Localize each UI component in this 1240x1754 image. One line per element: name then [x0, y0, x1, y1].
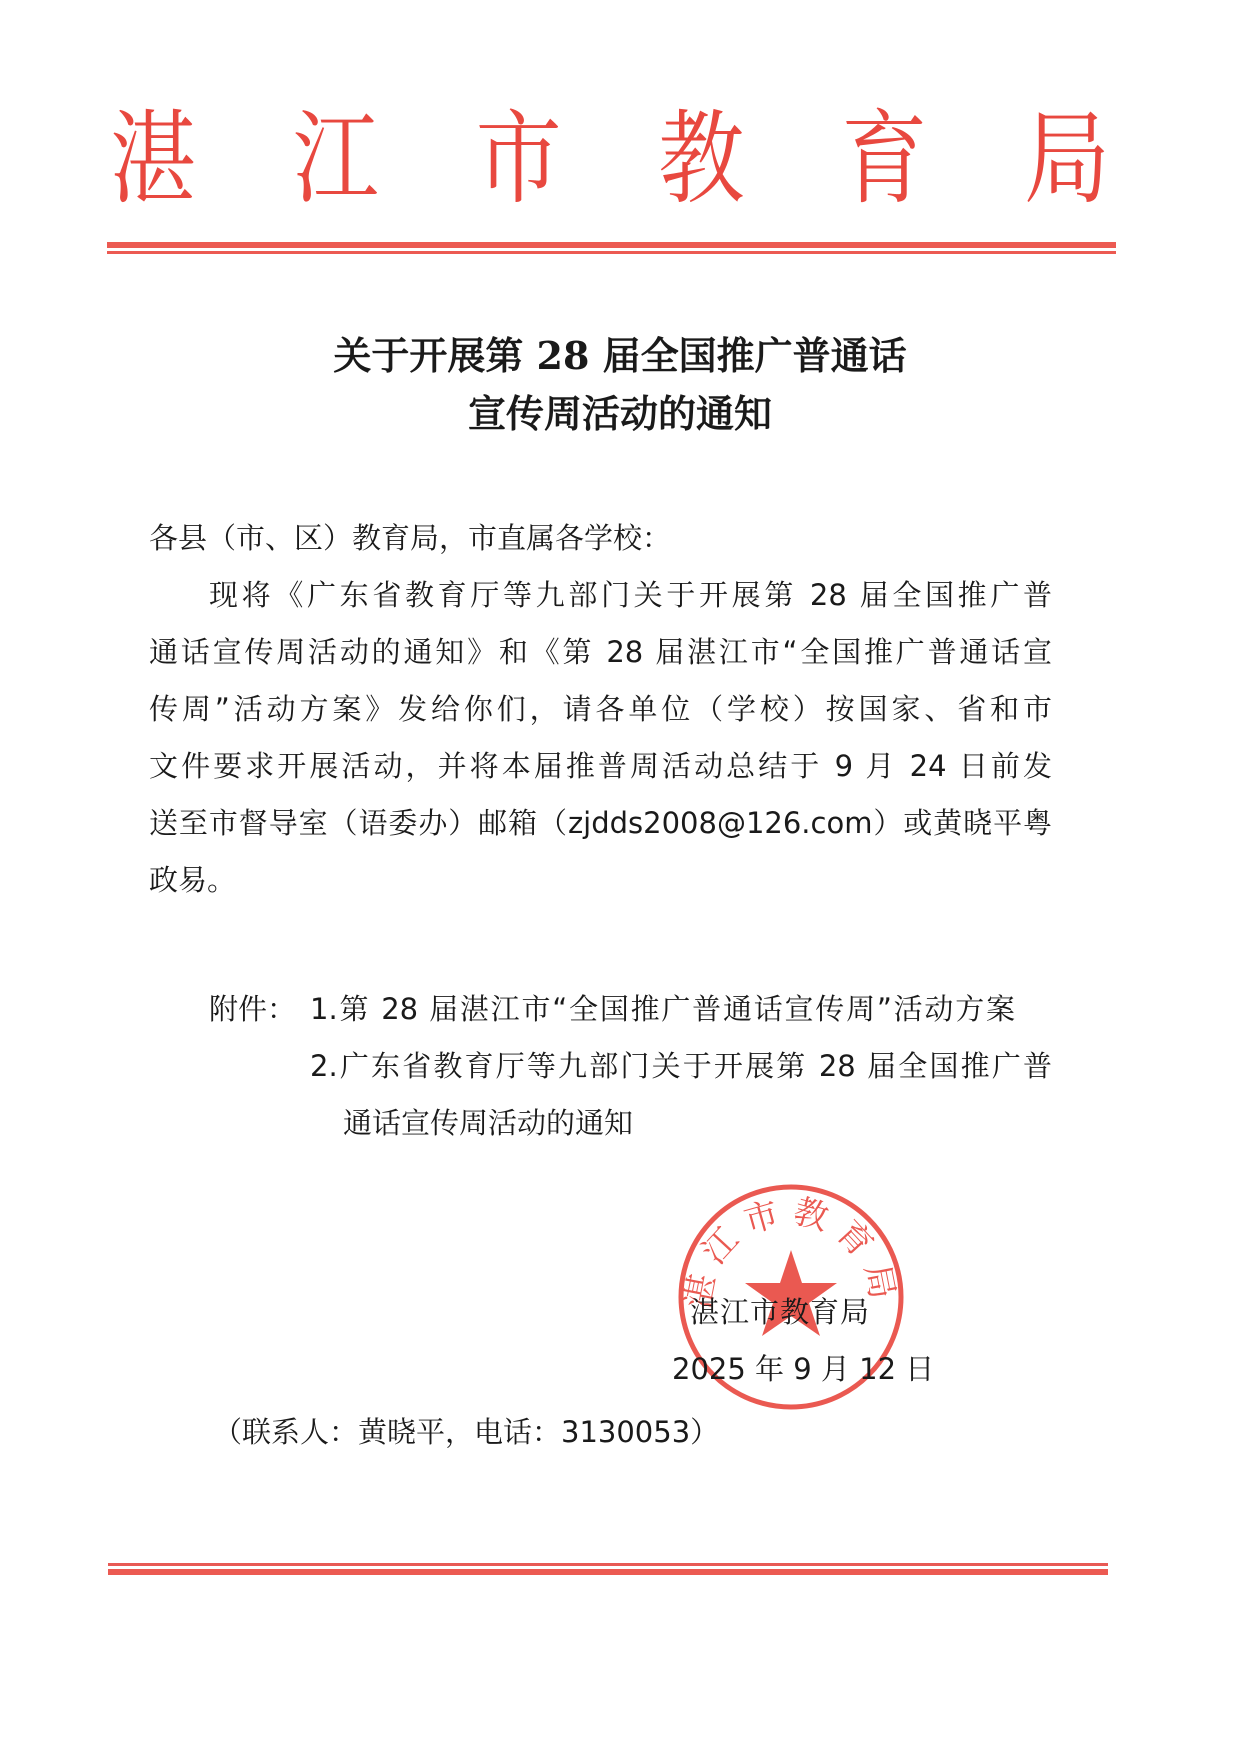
footer-divider-thick [108, 1569, 1108, 1575]
letterhead-char: 江 [292, 101, 379, 219]
attachment-item-1: 1.第 28 届湛江市“全国推广普通话宣传周”活动方案 [310, 992, 1015, 1026]
body-line: 通话宣传周活动的通知》和《第 28 届湛江市“全国推广普通话宣 [149, 635, 1052, 669]
body-line-with-email: 送至市督导室（语委办）邮箱（zjdds2008@126.com）或黄晓平粤 [149, 806, 1052, 840]
document-title-line-1: 关于开展第 28 届全国推广普通话 [333, 333, 907, 378]
body-line: 文件要求开展活动，并将本届推普周活动总结于 9 月 24 日前发 [149, 749, 1052, 783]
document-title-line-2: 宣传周活动的通知 [467, 391, 772, 436]
contact-info: （联系人：黄晓平，电话：3130053） [213, 1415, 720, 1449]
signature-date: 2025 年 9 月 12 日 [672, 1352, 935, 1386]
body-line: 现将《广东省教育厅等九部门关于开展第 28 届全国推广普 [209, 578, 1052, 612]
attachment-item-2: 2.广东省教育厅等九部门关于开展第 28 届全国推广普 [310, 1049, 1052, 1083]
attachment-item-2-continued: 通话宣传周活动的通知 [343, 1106, 634, 1140]
salutation: 各县（市、区）教育局，市直属各学校： [149, 521, 672, 555]
footer-divider-thin [108, 1563, 1108, 1566]
letterhead-char: 湛 [110, 101, 196, 219]
letterhead [110, 100, 1110, 220]
letterhead-divider-thick [107, 242, 1116, 248]
body-line: 传周”活动方案》发给你们，请各单位（学校）按国家、省和市 [149, 692, 1052, 726]
letterhead-char: 教 [658, 101, 745, 219]
letterhead-char: 局 [1023, 101, 1110, 219]
signature-org: 湛江市教育局 [690, 1295, 871, 1329]
letterhead-char: 育 [841, 101, 928, 219]
svg-text:湛江市教育局: 湛江市教育局 [677, 1191, 905, 1313]
attachments-label: 附件： [209, 992, 297, 1026]
letterhead-char: 市 [475, 101, 562, 219]
letterhead-divider-thin [107, 251, 1116, 254]
body-line: 政易。 [149, 863, 237, 897]
